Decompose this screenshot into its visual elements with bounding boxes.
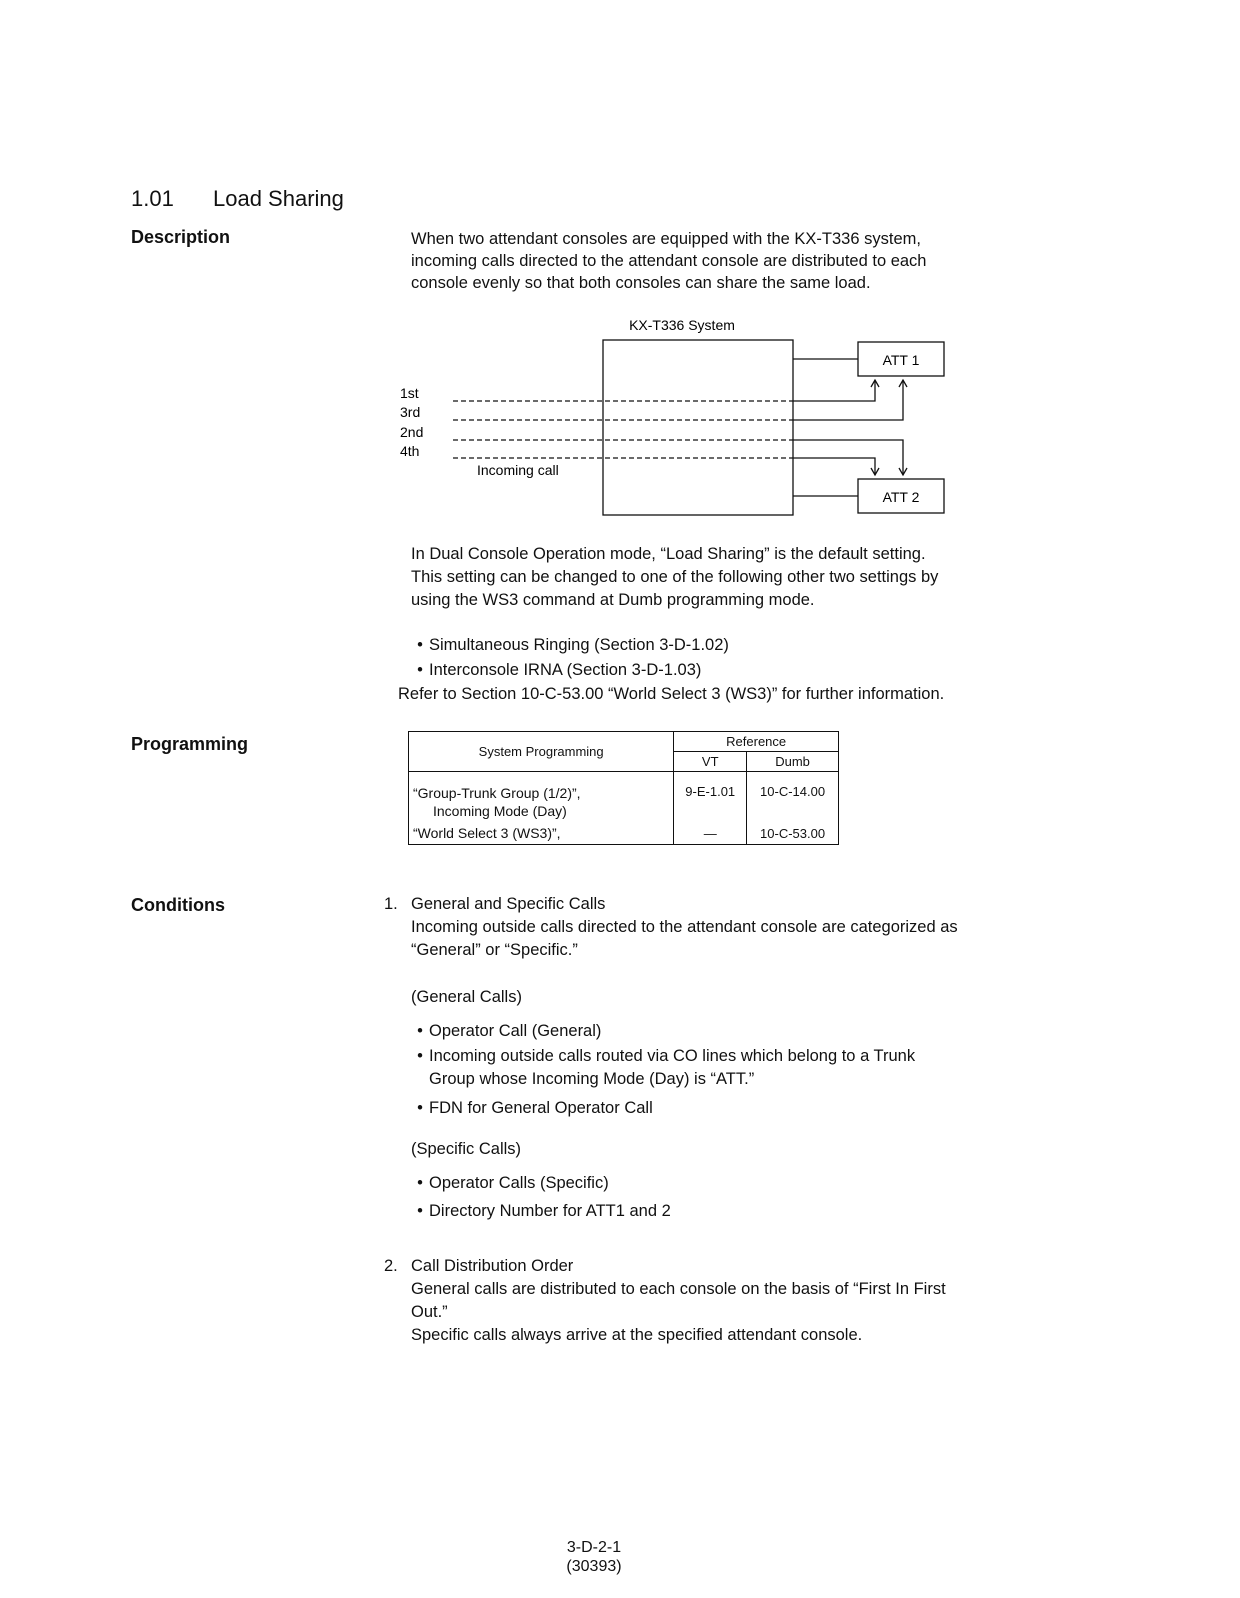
table-row	[409, 822, 839, 845]
general-bullet: • FDN for General Operator Call	[417, 1099, 653, 1117]
general-bullet: • Operator Call (General)	[417, 1022, 602, 1040]
incoming-call-label: Incoming call	[477, 462, 559, 478]
col-vt: VT	[674, 752, 747, 772]
programming-table	[408, 731, 839, 845]
condition-line: General calls are distributed to each console on the basis of “First In First	[411, 1280, 946, 1298]
table-cell: 10-C-14.00	[747, 772, 839, 823]
specific-calls-heading: (Specific Calls)	[411, 1140, 522, 1158]
settings-bullet-text: Simultaneous Ringing (Section 3-D-1.02)	[429, 636, 729, 654]
specific-bullet-text: Directory Number for ATT1 and 2	[429, 1202, 671, 1220]
page-number: 3-D-2-1	[566, 1539, 622, 1556]
page-code: (30393)	[566, 1558, 622, 1575]
section-number: 1.01	[131, 186, 174, 211]
refer-text: Refer to Section 10-C-53.00 “World Select 3 (WS3)” for further information.	[398, 685, 945, 703]
section-title	[131, 186, 344, 212]
settings-bullet-text: Interconsole IRNA (Section 3-D-1.03)	[429, 661, 702, 679]
settings-bullet: • Interconsole IRNA (Section 3-D-1.03)	[417, 661, 702, 679]
general-bullet-text: Operator Call (General)	[429, 1022, 602, 1040]
condition-title: Call Distribution Order	[411, 1257, 574, 1275]
general-calls-heading: (General Calls)	[411, 988, 522, 1006]
general-bullet-text: FDN for General Operator Call	[429, 1099, 653, 1117]
table-header-row	[409, 732, 839, 752]
route-4th	[793, 458, 875, 475]
general-bullet: • Incoming outside calls routed via CO lines which belong to a Trunk	[417, 1047, 916, 1065]
condition-line: Out.”	[411, 1303, 448, 1321]
general-bullet-text: Incoming outside calls routed via CO lines which belong to a Trunk	[429, 1047, 916, 1065]
table-cell	[409, 772, 674, 823]
load-sharing-diagram	[395, 312, 965, 522]
condition-line: “General” or “Specific.”	[411, 941, 578, 959]
order-label: 3rd	[400, 404, 421, 420]
table-cell: —	[674, 822, 747, 845]
settings-text	[411, 543, 1131, 612]
table-cell: “World Select 3 (WS3)”,	[409, 822, 674, 845]
page-footer	[494, 1538, 694, 1576]
order-label: 1st	[400, 385, 419, 401]
condition-line: Incoming outside calls directed to the attendant console are categorized as	[411, 918, 958, 936]
programming-heading: Programming	[131, 734, 249, 754]
description-line: When two attendant consoles are equipped with the KX-T336 system,	[411, 230, 921, 248]
table-row	[409, 772, 839, 823]
conditions-heading: Conditions	[131, 895, 225, 915]
settings-line: using the WS3 command at Dumb programming mode.	[411, 591, 815, 609]
settings-line: This setting can be changed to one of the following other two settings by	[411, 568, 939, 586]
description-line: incoming calls directed to the attendant console are distributed to each	[411, 252, 927, 270]
condition-line: Specific calls always arrive at the specified attendant console.	[411, 1326, 863, 1344]
condition-1-number: 1.	[384, 895, 398, 913]
settings-bullet: • Simultaneous Ringing (Section 3-D-1.02)	[417, 636, 729, 654]
table-cell: 9-E-1.01	[674, 772, 747, 823]
system-label: KX-T336 System	[629, 317, 735, 333]
description-text	[411, 228, 1111, 294]
att1-label: ATT 1	[882, 352, 920, 368]
condition-title: General and Specific Calls	[411, 895, 606, 913]
condition-2	[411, 1255, 1111, 1347]
description-heading: Description	[131, 227, 231, 247]
table-cell-line: Incoming Mode (Day)	[433, 803, 567, 819]
specific-bullet: • Directory Number for ATT1 and 2	[417, 1202, 671, 1220]
description-line: console evenly so that both consoles can share the same load.	[411, 274, 871, 292]
col-system-programming: System Programming	[409, 732, 674, 772]
route-1st	[793, 380, 875, 401]
condition-2-number: 2.	[384, 1257, 398, 1275]
system-box	[603, 340, 793, 515]
order-label: 2nd	[400, 424, 424, 440]
order-label: 4th	[400, 443, 420, 459]
table-cell-line: “Group-Trunk Group (1/2)”,	[413, 785, 581, 801]
att2-label: ATT 2	[882, 489, 920, 505]
section-heading: Load Sharing	[213, 186, 344, 211]
col-reference: Reference	[674, 732, 839, 752]
table-cell: 10-C-53.00	[747, 822, 839, 845]
general-bullet-cont: Group whose Incoming Mode (Day) is “ATT.”	[429, 1070, 755, 1088]
col-dumb: Dumb	[747, 752, 839, 772]
specific-bullet-text: Operator Calls (Specific)	[429, 1174, 609, 1192]
settings-line: In Dual Console Operation mode, “Load Sharing” is the default setting.	[411, 545, 926, 563]
condition-1	[411, 893, 1111, 962]
specific-bullet: • Operator Calls (Specific)	[417, 1174, 609, 1192]
route-3rd	[793, 380, 903, 420]
